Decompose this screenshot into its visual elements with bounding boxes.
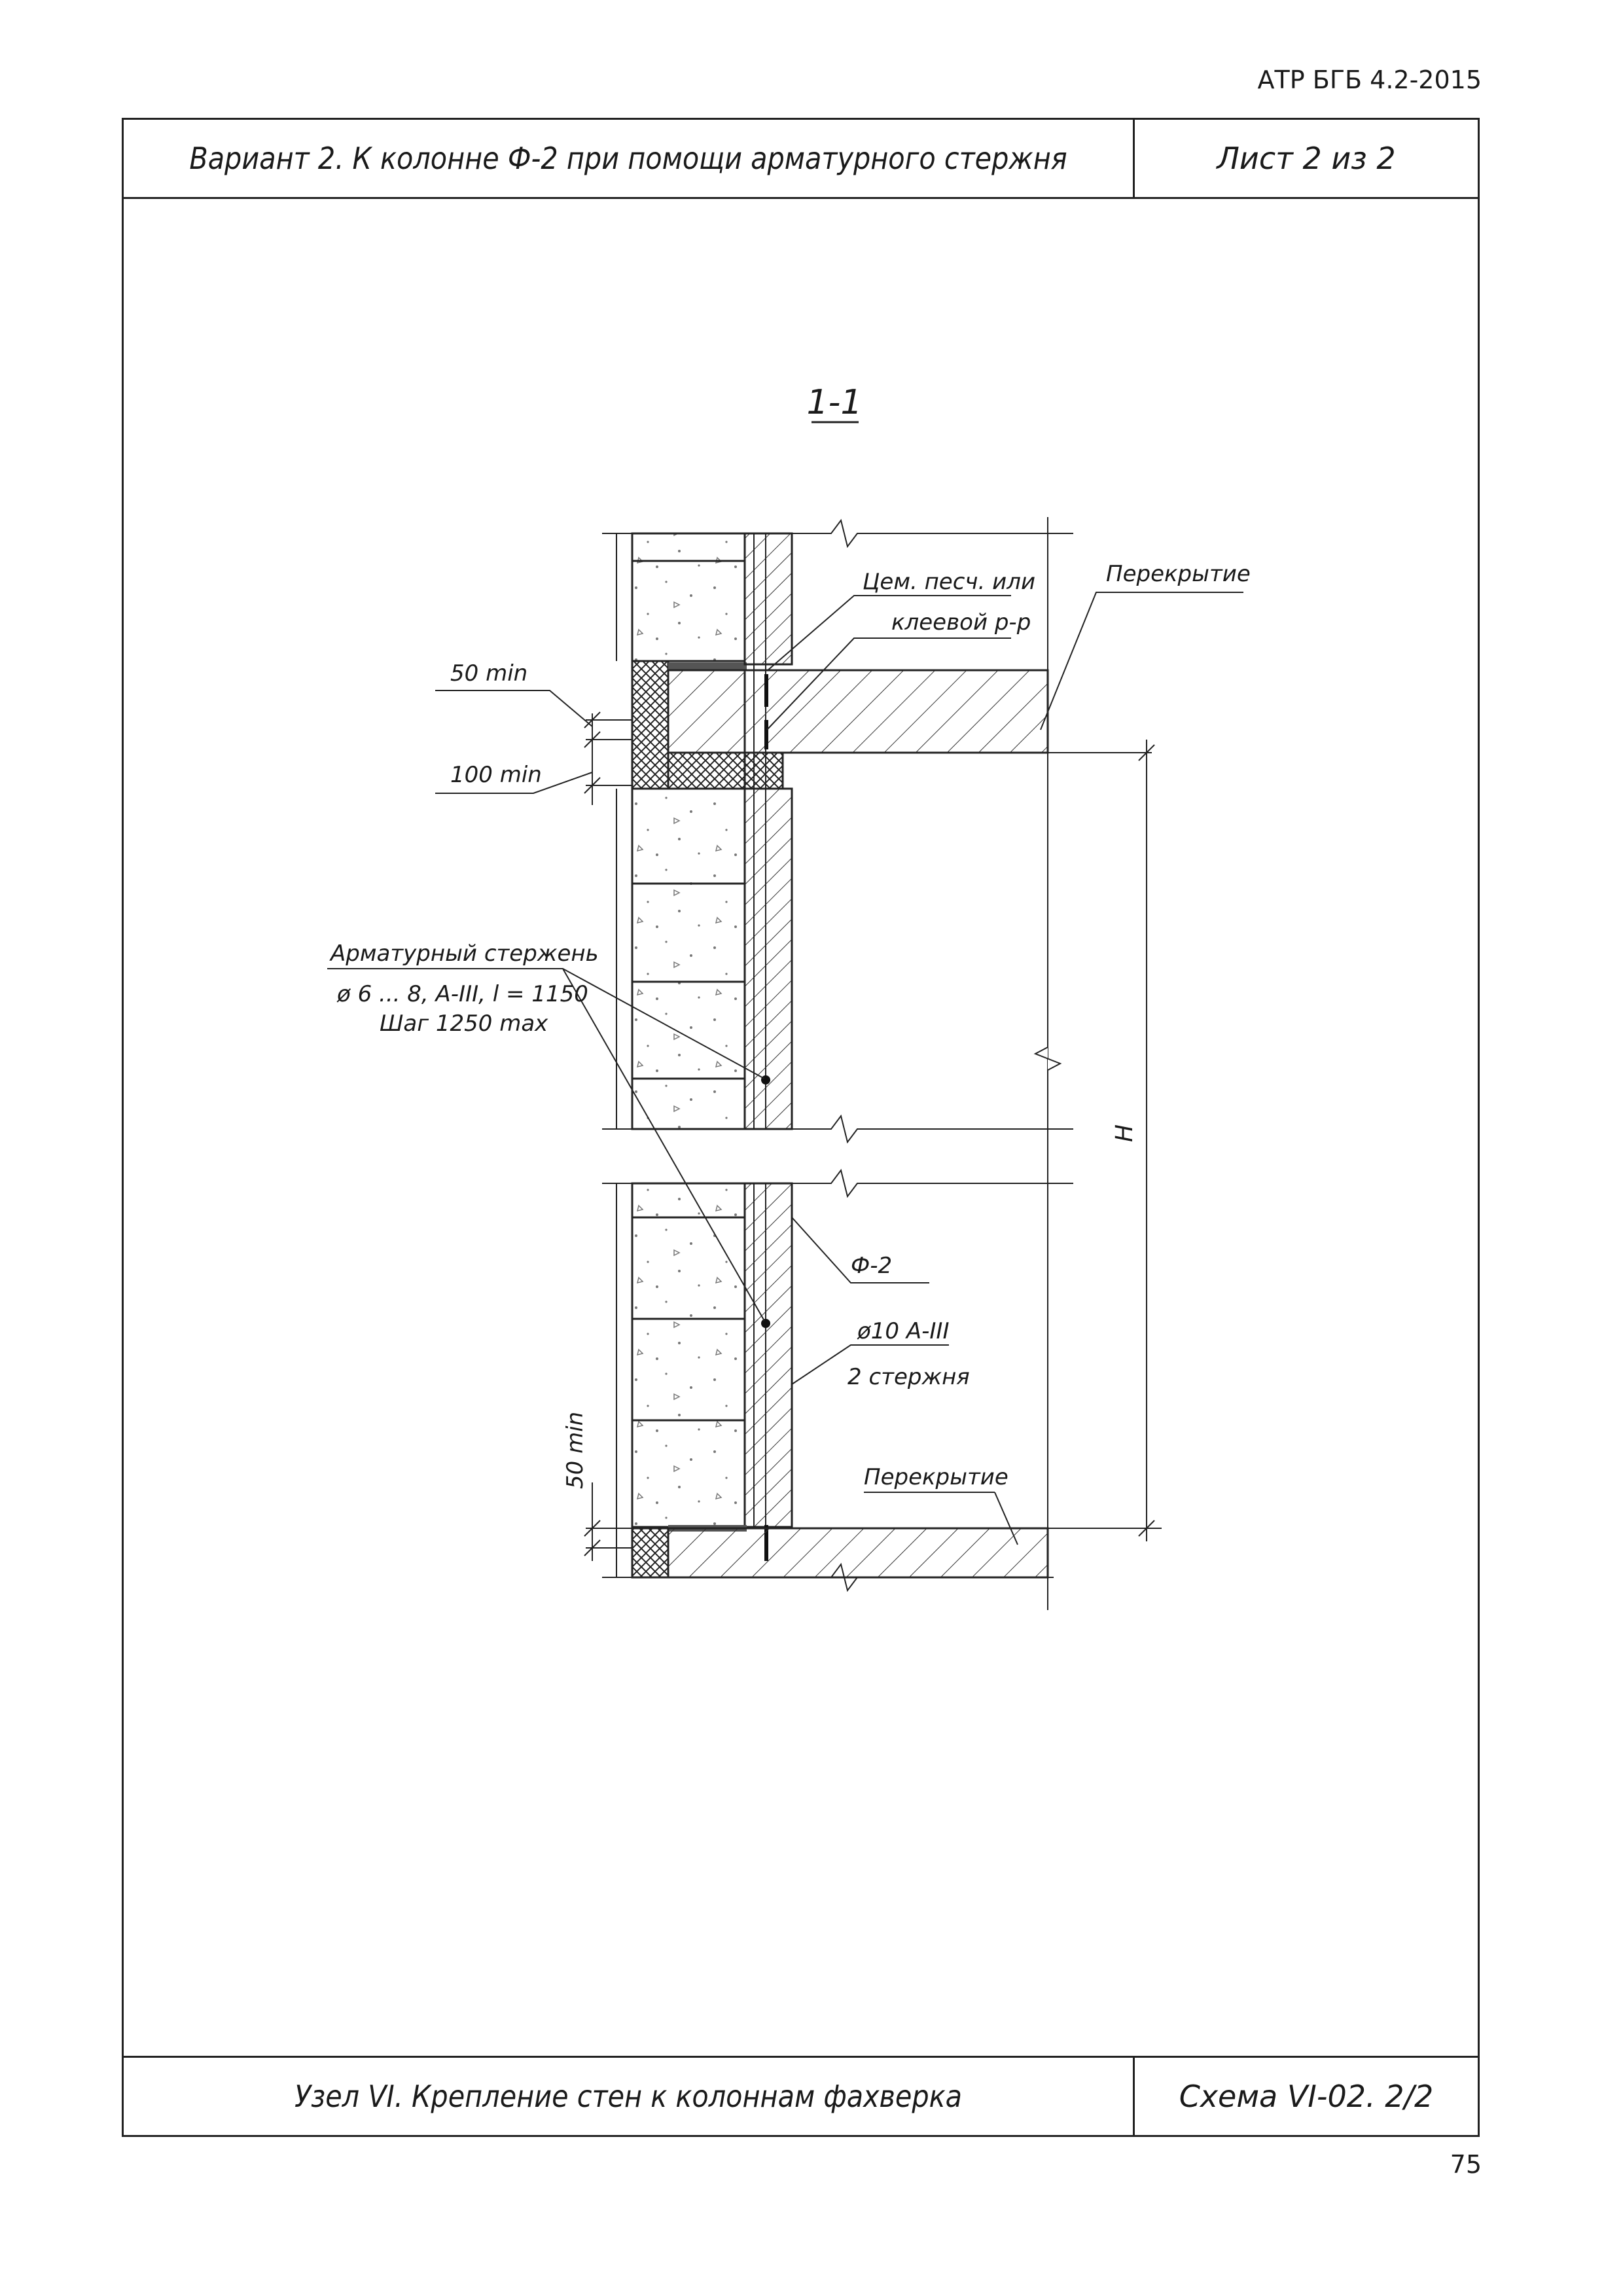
page-number: 75 (1450, 2150, 1482, 2179)
slab-bottom-label: Перекрытие (864, 1464, 1008, 1490)
insulation-block (632, 661, 668, 789)
mortar-label-line2: клеевой р-р (891, 609, 1031, 636)
break-line-vertical (1035, 1047, 1060, 1070)
slab-top-label: Перекрытие (1106, 561, 1251, 587)
scheme-number: Схема VI-02. 2/2 (1179, 2079, 1434, 2114)
bars-label-line1: ø10 A-III (857, 1318, 950, 1344)
left-dimensions (435, 691, 632, 1561)
bars-label-line2: 2 стержня (847, 1364, 970, 1390)
insulation-bottom (632, 1528, 668, 1577)
mortar-layer (668, 662, 747, 670)
anchor-rebar-mid (764, 720, 768, 749)
rebar-point-lower (761, 1319, 770, 1328)
rebar-title: Арматурный стержень (330, 941, 599, 967)
document-code: АТР БГБ 4.2-2015 (1257, 65, 1482, 94)
column-f2-upper (745, 533, 792, 1129)
height-label: H (1111, 1124, 1138, 1142)
column-f2-lower (745, 1183, 792, 1528)
mortar-label-line1: Цем. песч. или (863, 569, 1036, 595)
sheet-number: Лист 2 из 2 (1217, 141, 1396, 176)
section-label: 1-1 (806, 383, 863, 422)
column-label: Ф-2 (851, 1253, 893, 1279)
node-title: Узел VI. Крепление стен к колоннам фахверка (124, 2058, 1135, 2135)
upper-wall (616, 533, 745, 1129)
rebar-spec: ø 6 ... 8, A-III, l = 1150 (337, 981, 588, 1007)
dim-50-top: 50 min (450, 660, 528, 687)
lower-wall (616, 1183, 745, 1577)
rebar-step: Шаг 1250 max (380, 1011, 548, 1037)
height-dimension (1048, 740, 1162, 1541)
anchor-rebar-top (764, 674, 768, 707)
rebar-point-upper (761, 1075, 770, 1085)
dim-100: 100 min (450, 762, 542, 788)
bottom-slab (668, 1528, 1048, 1577)
drawing-title: Вариант 2. К колонне Ф-2 при помощи арматурного стержня (124, 120, 1135, 197)
dim-50-bottom: 50 min (562, 1411, 588, 1489)
